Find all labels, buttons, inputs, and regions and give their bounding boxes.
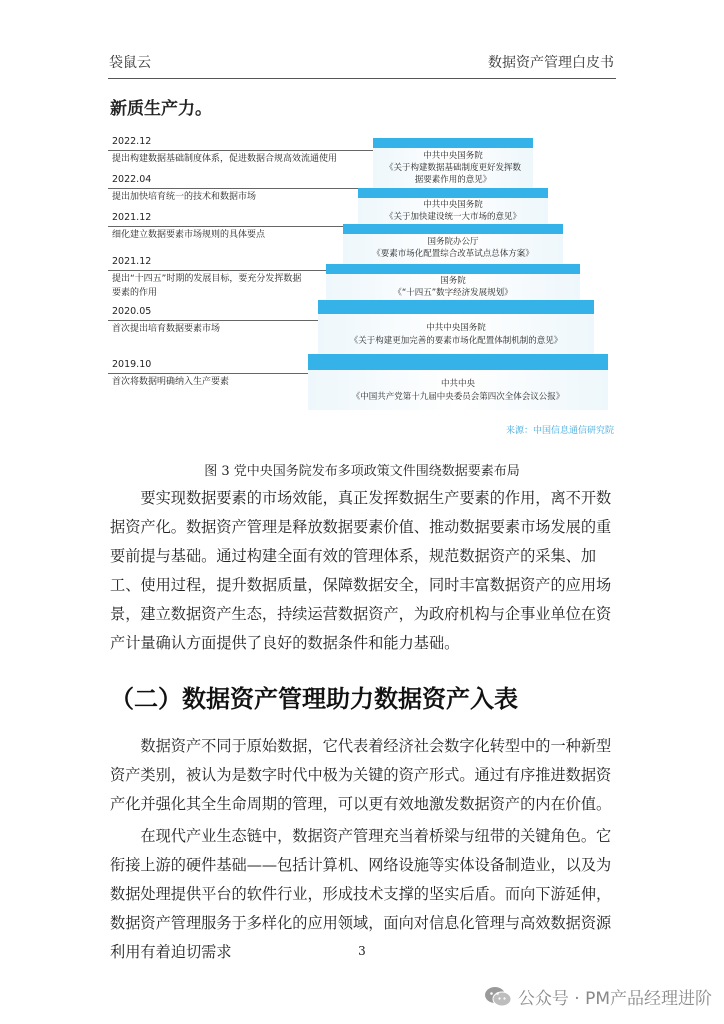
wechat-text: 公众号 · PM产品经理进阶 — [517, 989, 712, 1009]
policy-step — [308, 354, 608, 410]
step-org: 国务院 — [440, 276, 466, 286]
policy-step — [358, 188, 548, 224]
paragraph: 在现代产业生态链中，数据资产管理充当着桥梁与纽带的关键角色。它衔接上游的硬件基础——包括计算机、网络设施等实体设备制造业，以及为数据处理提供平台的软件行业，形成技术支撑的坚实后盾。而向下游延伸，数据资产管理服务于多样化的应用领域，面向对信息化管理与高效数据资源利用有着迫切需求 — [110, 827, 612, 961]
step-org: 中共中央国务院 — [426, 323, 486, 333]
wechat-icon — [484, 986, 512, 1008]
timeline-year: 2019.10 — [112, 359, 152, 370]
step-org: 中共中央 — [440, 379, 475, 389]
wechat-watermark — [484, 984, 712, 1009]
timeline-rule — [108, 373, 308, 374]
policy-step — [326, 264, 580, 300]
timeline-desc: 提出加快培育统一的技术和数据市场 — [112, 192, 257, 202]
page-number: 3 — [358, 944, 366, 958]
header-right: 数据资产管理白皮书 — [488, 55, 614, 71]
section-heading: （二）数据资产管理助力数据资产入表 — [110, 684, 518, 713]
timeline-year: 2022.04 — [112, 174, 152, 185]
step-org: 国务院办公厅 — [427, 237, 479, 247]
header-divider — [108, 78, 616, 79]
step-doc: 《中国共产党第十九届中央委员会第四次全体会议公报》 — [351, 392, 565, 402]
timeline-desc: 提出构建数据基础制度体系，促进数据合规高效流通使用 — [112, 154, 338, 164]
timeline-desc: 首次提出培育数据要素市场 — [112, 324, 221, 334]
timeline-rule — [108, 226, 358, 227]
step-doc: 《关于构建数据基础制度更好发挥数据要素作用的意见》 — [384, 163, 521, 185]
figure-source: 来源：中国信息通信研究院 — [505, 426, 614, 436]
policy-step — [373, 138, 533, 188]
timeline-rule — [108, 270, 340, 271]
timeline-desc: 细化建立数据要素市场规则的具体要点 — [112, 230, 266, 240]
step-doc: 《关于构建更加完善的要素市场化配置体制机制的意见》 — [349, 336, 563, 346]
continuation-text: 新质生产力。 — [110, 99, 212, 119]
timeline-year: 2021.12 — [112, 256, 152, 267]
step-org: 中共中央国务院 — [423, 151, 483, 161]
paragraph: 要实现数据要素的市场效能，真正发挥数据生产要素的作用，离不开数据资产化。数据资产管理是释放数据要素价值、推动数据要素市场发展的重要前提与基础。通过构建全面有效的管理体系，规范数据资产的采集、加工、使用过程，提升数据质量，保障数据安全，同时丰富数据资产的应用场景，建立数据资产生态，持续运营数据资产，为政府机构与企事业单位在资产计量确认方面提供了良好的数据条件和能力基础。 — [110, 489, 612, 652]
step-org: 中共中央国务院 — [423, 200, 483, 210]
timeline-rule — [108, 320, 323, 321]
policy-figure — [108, 128, 620, 440]
timeline-rule — [108, 188, 388, 189]
figure-caption: 图 3 党中央国务院发布多项政策文件围绕数据要素布局 — [204, 464, 520, 479]
step-doc: 《要素市场化配置综合改革试点总体方案》 — [372, 249, 534, 259]
policy-step — [318, 300, 594, 354]
policy-step — [343, 224, 563, 264]
timeline-year: 2022.12 — [112, 136, 152, 147]
step-doc: 《关于加快建设统一大市场的意见》 — [384, 212, 521, 222]
header-left: 袋鼠云 — [109, 55, 151, 71]
step-doc: 《“十四五”数字经济发展规划》 — [393, 288, 513, 298]
paragraph: 数据资产不同于原始数据，它代表着经济社会数字化转型中的一种新型资产类别，被认为是数字时代中极为关键的资产形式。通过有序推进数据资产化并强化其全生命周期的管理，可以更有效地激发数据资产的内在价值。 — [110, 737, 612, 813]
timeline-rule — [108, 150, 418, 151]
timeline-desc: 首次将数据明确纳入生产要素 — [112, 377, 230, 387]
timeline-desc: 提出“十四五”时期的发展目标，要充分发挥数据要素的作用 — [112, 274, 302, 298]
timeline-year: 2021.12 — [112, 212, 152, 223]
timeline-year: 2020.05 — [112, 306, 152, 317]
